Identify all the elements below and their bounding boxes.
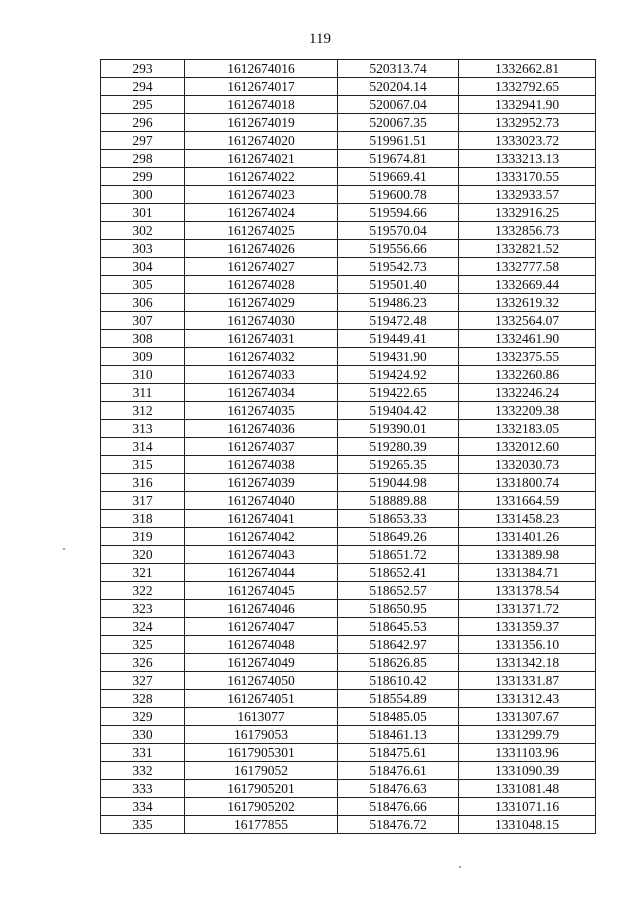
y-coordinate-cell: 1333170.55 <box>459 168 596 186</box>
x-coordinate-cell: 518652.41 <box>338 564 459 582</box>
table-row <box>101 420 596 438</box>
y-coordinate-cell: 1331458.23 <box>459 510 596 528</box>
y-coordinate-cell: 1332916.25 <box>459 204 596 222</box>
point-number-cell: 305 <box>101 276 185 294</box>
point-id-cell: 16177855 <box>185 816 338 834</box>
point-number-cell: 295 <box>101 96 185 114</box>
point-id-cell: 1612674030 <box>185 312 338 330</box>
table-row <box>101 384 596 402</box>
y-coordinate-cell: 1331664.59 <box>459 492 596 510</box>
table-row <box>101 690 596 708</box>
x-coordinate-cell: 519669.41 <box>338 168 459 186</box>
point-id-cell: 1612674028 <box>185 276 338 294</box>
point-id-cell: 1612674037 <box>185 438 338 456</box>
table-row <box>101 672 596 690</box>
x-coordinate-cell: 518650.95 <box>338 600 459 618</box>
point-number-cell: 297 <box>101 132 185 150</box>
y-coordinate-cell: 1331378.54 <box>459 582 596 600</box>
point-id-cell: 1612674044 <box>185 564 338 582</box>
x-coordinate-cell: 519422.65 <box>338 384 459 402</box>
x-coordinate-cell: 519674.81 <box>338 150 459 168</box>
point-number-cell: 301 <box>101 204 185 222</box>
table-row <box>101 276 596 294</box>
point-id-cell: 1612674036 <box>185 420 338 438</box>
x-coordinate-cell: 518645.53 <box>338 618 459 636</box>
point-id-cell: 1617905202 <box>185 798 338 816</box>
x-coordinate-cell: 518461.13 <box>338 726 459 744</box>
x-coordinate-cell: 519431.90 <box>338 348 459 366</box>
x-coordinate-cell: 519486.23 <box>338 294 459 312</box>
table-row <box>101 708 596 726</box>
point-id-cell: 1612674040 <box>185 492 338 510</box>
table-row <box>101 312 596 330</box>
point-number-cell: 296 <box>101 114 185 132</box>
x-coordinate-cell: 519265.35 <box>338 456 459 474</box>
point-id-cell: 1612674038 <box>185 456 338 474</box>
y-coordinate-cell: 1332260.86 <box>459 366 596 384</box>
y-coordinate-cell: 1332952.73 <box>459 114 596 132</box>
y-coordinate-cell: 1331384.71 <box>459 564 596 582</box>
table-row <box>101 618 596 636</box>
point-id-cell: 1612674027 <box>185 258 338 276</box>
point-number-cell: 299 <box>101 168 185 186</box>
table-row <box>101 582 596 600</box>
point-number-cell: 324 <box>101 618 185 636</box>
point-id-cell: 16179053 <box>185 726 338 744</box>
y-coordinate-cell: 1331312.43 <box>459 690 596 708</box>
x-coordinate-cell: 519390.01 <box>338 420 459 438</box>
table-row <box>101 780 596 798</box>
point-id-cell: 1612674043 <box>185 546 338 564</box>
table-row <box>101 366 596 384</box>
y-coordinate-cell: 1331401.26 <box>459 528 596 546</box>
x-coordinate-cell: 518649.26 <box>338 528 459 546</box>
scan-speck <box>459 866 461 868</box>
y-coordinate-cell: 1331103.96 <box>459 744 596 762</box>
x-coordinate-cell: 518889.88 <box>338 492 459 510</box>
table-row <box>101 222 596 240</box>
point-number-cell: 302 <box>101 222 185 240</box>
y-coordinate-cell: 1331048.15 <box>459 816 596 834</box>
y-coordinate-cell: 1333023.72 <box>459 132 596 150</box>
point-id-cell: 1612674029 <box>185 294 338 312</box>
table-row <box>101 636 596 654</box>
table-row <box>101 114 596 132</box>
point-id-cell: 1612674051 <box>185 690 338 708</box>
y-coordinate-cell: 1333213.13 <box>459 150 596 168</box>
table-row <box>101 726 596 744</box>
table-row <box>101 456 596 474</box>
table-row <box>101 96 596 114</box>
table-row <box>101 78 596 96</box>
point-number-cell: 328 <box>101 690 185 708</box>
y-coordinate-cell: 1332669.44 <box>459 276 596 294</box>
table-row <box>101 402 596 420</box>
point-id-cell: 16179052 <box>185 762 338 780</box>
y-coordinate-cell: 1332012.60 <box>459 438 596 456</box>
x-coordinate-cell: 519542.73 <box>338 258 459 276</box>
x-coordinate-cell: 518653.33 <box>338 510 459 528</box>
y-coordinate-cell: 1332856.73 <box>459 222 596 240</box>
point-number-cell: 304 <box>101 258 185 276</box>
point-number-cell: 308 <box>101 330 185 348</box>
table-row <box>101 168 596 186</box>
point-number-cell: 310 <box>101 366 185 384</box>
table-row <box>101 564 596 582</box>
point-id-cell: 1612674021 <box>185 150 338 168</box>
point-number-cell: 325 <box>101 636 185 654</box>
table-row <box>101 654 596 672</box>
y-coordinate-cell: 1331090.39 <box>459 762 596 780</box>
point-id-cell: 1612674024 <box>185 204 338 222</box>
table-row <box>101 744 596 762</box>
y-coordinate-cell: 1332183.05 <box>459 420 596 438</box>
point-id-cell: 1612674023 <box>185 186 338 204</box>
point-id-cell: 1612674048 <box>185 636 338 654</box>
point-id-cell: 1612674049 <box>185 654 338 672</box>
point-number-cell: 318 <box>101 510 185 528</box>
x-coordinate-cell: 520204.14 <box>338 78 459 96</box>
point-id-cell: 1612674045 <box>185 582 338 600</box>
point-id-cell: 1617905301 <box>185 744 338 762</box>
table-row <box>101 600 596 618</box>
x-coordinate-cell: 519594.66 <box>338 204 459 222</box>
x-coordinate-cell: 518476.72 <box>338 816 459 834</box>
y-coordinate-cell: 1332564.07 <box>459 312 596 330</box>
point-id-cell: 1612674032 <box>185 348 338 366</box>
y-coordinate-cell: 1331307.67 <box>459 708 596 726</box>
point-id-cell: 1612674026 <box>185 240 338 258</box>
y-coordinate-cell: 1332941.90 <box>459 96 596 114</box>
table-row <box>101 510 596 528</box>
table-row <box>101 798 596 816</box>
point-number-cell: 312 <box>101 402 185 420</box>
point-id-cell: 1612674039 <box>185 474 338 492</box>
y-coordinate-cell: 1332792.65 <box>459 78 596 96</box>
y-coordinate-cell: 1331081.48 <box>459 780 596 798</box>
x-coordinate-cell: 520067.35 <box>338 114 459 132</box>
point-id-cell: 1612674031 <box>185 330 338 348</box>
table-row <box>101 348 596 366</box>
point-number-cell: 322 <box>101 582 185 600</box>
point-id-cell: 1612674018 <box>185 96 338 114</box>
x-coordinate-cell: 519961.51 <box>338 132 459 150</box>
point-number-cell: 300 <box>101 186 185 204</box>
point-number-cell: 293 <box>101 60 185 78</box>
point-id-cell: 1612674020 <box>185 132 338 150</box>
point-id-cell: 1612674035 <box>185 402 338 420</box>
y-coordinate-cell: 1332821.52 <box>459 240 596 258</box>
x-coordinate-cell: 518485.05 <box>338 708 459 726</box>
y-coordinate-cell: 1332662.81 <box>459 60 596 78</box>
table-row <box>101 816 596 834</box>
point-id-cell: 1612674046 <box>185 600 338 618</box>
x-coordinate-cell: 519044.98 <box>338 474 459 492</box>
x-coordinate-cell: 518626.85 <box>338 654 459 672</box>
y-coordinate-cell: 1331359.37 <box>459 618 596 636</box>
page-number: 119 <box>309 31 331 47</box>
x-coordinate-cell: 519600.78 <box>338 186 459 204</box>
point-number-cell: 307 <box>101 312 185 330</box>
point-id-cell: 1613077 <box>185 708 338 726</box>
y-coordinate-cell: 1331371.72 <box>459 600 596 618</box>
table-row <box>101 330 596 348</box>
point-number-cell: 333 <box>101 780 185 798</box>
point-number-cell: 306 <box>101 294 185 312</box>
x-coordinate-cell: 518610.42 <box>338 672 459 690</box>
y-coordinate-cell: 1332209.38 <box>459 402 596 420</box>
table-row <box>101 762 596 780</box>
x-coordinate-cell: 518476.63 <box>338 780 459 798</box>
y-coordinate-cell: 1332246.24 <box>459 384 596 402</box>
x-coordinate-cell: 519501.40 <box>338 276 459 294</box>
point-number-cell: 313 <box>101 420 185 438</box>
point-number-cell: 314 <box>101 438 185 456</box>
point-id-cell: 1612674042 <box>185 528 338 546</box>
y-coordinate-cell: 1331071.16 <box>459 798 596 816</box>
point-number-cell: 335 <box>101 816 185 834</box>
point-number-cell: 329 <box>101 708 185 726</box>
y-coordinate-cell: 1332030.73 <box>459 456 596 474</box>
point-number-cell: 334 <box>101 798 185 816</box>
point-id-cell: 1612674016 <box>185 60 338 78</box>
table-row <box>101 492 596 510</box>
x-coordinate-cell: 519570.04 <box>338 222 459 240</box>
table-row <box>101 186 596 204</box>
table-row <box>101 438 596 456</box>
point-id-cell: 1612674017 <box>185 78 338 96</box>
point-id-cell: 1617905201 <box>185 780 338 798</box>
y-coordinate-cell: 1331299.79 <box>459 726 596 744</box>
table-row <box>101 258 596 276</box>
table-row <box>101 528 596 546</box>
point-number-cell: 326 <box>101 654 185 672</box>
y-coordinate-cell: 1331331.87 <box>459 672 596 690</box>
point-id-cell: 1612674019 <box>185 114 338 132</box>
x-coordinate-cell: 519556.66 <box>338 240 459 258</box>
coordinates-table-container <box>100 59 595 834</box>
point-number-cell: 323 <box>101 600 185 618</box>
point-number-cell: 309 <box>101 348 185 366</box>
point-number-cell: 317 <box>101 492 185 510</box>
point-number-cell: 320 <box>101 546 185 564</box>
point-number-cell: 321 <box>101 564 185 582</box>
point-number-cell: 294 <box>101 78 185 96</box>
table-row <box>101 60 596 78</box>
x-coordinate-cell: 519472.48 <box>338 312 459 330</box>
x-coordinate-cell: 520313.74 <box>338 60 459 78</box>
y-coordinate-cell: 1332461.90 <box>459 330 596 348</box>
x-coordinate-cell: 518554.89 <box>338 690 459 708</box>
point-id-cell: 1612674047 <box>185 618 338 636</box>
y-coordinate-cell: 1331389.98 <box>459 546 596 564</box>
table-row <box>101 474 596 492</box>
y-coordinate-cell: 1332777.58 <box>459 258 596 276</box>
point-id-cell: 1612674041 <box>185 510 338 528</box>
x-coordinate-cell: 519404.42 <box>338 402 459 420</box>
point-number-cell: 298 <box>101 150 185 168</box>
point-number-cell: 331 <box>101 744 185 762</box>
coordinates-table <box>100 59 596 834</box>
x-coordinate-cell: 519424.92 <box>338 366 459 384</box>
x-coordinate-cell: 518652.57 <box>338 582 459 600</box>
scan-speck <box>63 548 65 550</box>
x-coordinate-cell: 518642.97 <box>338 636 459 654</box>
table-row <box>101 204 596 222</box>
y-coordinate-cell: 1331356.10 <box>459 636 596 654</box>
point-number-cell: 327 <box>101 672 185 690</box>
point-id-cell: 1612674033 <box>185 366 338 384</box>
x-coordinate-cell: 520067.04 <box>338 96 459 114</box>
x-coordinate-cell: 519280.39 <box>338 438 459 456</box>
point-id-cell: 1612674034 <box>185 384 338 402</box>
y-coordinate-cell: 1331342.18 <box>459 654 596 672</box>
y-coordinate-cell: 1332933.57 <box>459 186 596 204</box>
table-row <box>101 240 596 258</box>
table-row <box>101 546 596 564</box>
point-id-cell: 1612674025 <box>185 222 338 240</box>
x-coordinate-cell: 518651.72 <box>338 546 459 564</box>
point-number-cell: 330 <box>101 726 185 744</box>
y-coordinate-cell: 1332619.32 <box>459 294 596 312</box>
x-coordinate-cell: 519449.41 <box>338 330 459 348</box>
point-id-cell: 1612674050 <box>185 672 338 690</box>
point-number-cell: 315 <box>101 456 185 474</box>
table-row <box>101 150 596 168</box>
point-number-cell: 316 <box>101 474 185 492</box>
table-row <box>101 294 596 312</box>
y-coordinate-cell: 1332375.55 <box>459 348 596 366</box>
point-number-cell: 319 <box>101 528 185 546</box>
point-number-cell: 332 <box>101 762 185 780</box>
x-coordinate-cell: 518475.61 <box>338 744 459 762</box>
table-row <box>101 132 596 150</box>
x-coordinate-cell: 518476.66 <box>338 798 459 816</box>
coordinates-table-body <box>101 60 596 834</box>
point-number-cell: 303 <box>101 240 185 258</box>
point-number-cell: 311 <box>101 384 185 402</box>
point-id-cell: 1612674022 <box>185 168 338 186</box>
y-coordinate-cell: 1331800.74 <box>459 474 596 492</box>
x-coordinate-cell: 518476.61 <box>338 762 459 780</box>
